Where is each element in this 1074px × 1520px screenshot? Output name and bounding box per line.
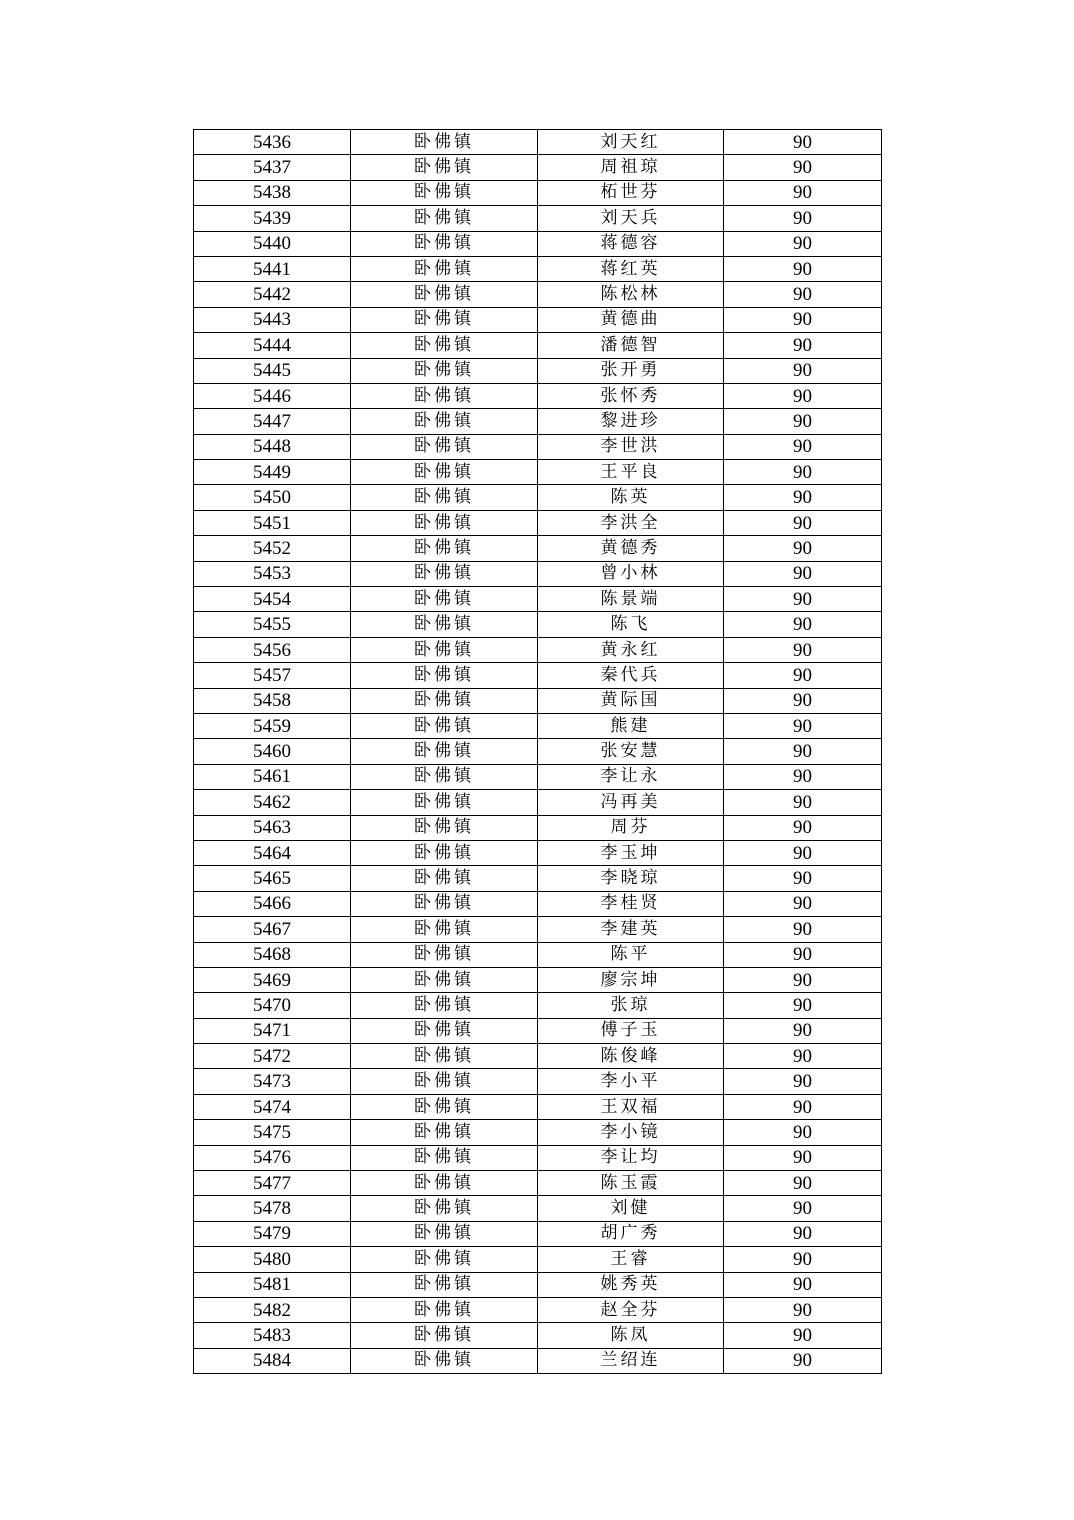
name-cell: 胡广秀 [538, 1221, 724, 1246]
row-number-cell: 5473 [194, 1069, 351, 1094]
row-number-cell: 5438 [194, 180, 351, 205]
row-number-cell: 5456 [194, 637, 351, 662]
row-number-cell: 5449 [194, 460, 351, 485]
table-row [194, 688, 882, 713]
row-number-cell: 5468 [194, 942, 351, 967]
town-cell: 卧佛镇 [351, 942, 538, 967]
amount-cell: 90 [724, 713, 882, 738]
town-cell: 卧佛镇 [351, 383, 538, 408]
town-cell: 卧佛镇 [351, 917, 538, 942]
amount-cell: 90 [724, 1221, 882, 1246]
amount-cell: 90 [724, 1094, 882, 1119]
town-cell: 卧佛镇 [351, 206, 538, 231]
town-cell: 卧佛镇 [351, 180, 538, 205]
amount-cell: 90 [724, 1145, 882, 1170]
amount-cell: 90 [724, 485, 882, 510]
town-cell: 卧佛镇 [351, 510, 538, 535]
row-number-cell: 5453 [194, 561, 351, 586]
name-cell: 周祖琼 [538, 155, 724, 180]
row-number-cell: 5461 [194, 764, 351, 789]
town-cell: 卧佛镇 [351, 333, 538, 358]
amount-cell: 90 [724, 612, 882, 637]
row-number-cell: 5477 [194, 1171, 351, 1196]
row-number-cell: 5448 [194, 434, 351, 459]
amount-cell: 90 [724, 155, 882, 180]
amount-cell: 90 [724, 688, 882, 713]
table-row [194, 840, 882, 865]
table-row [194, 1272, 882, 1297]
table-row [194, 231, 882, 256]
amount-cell: 90 [724, 206, 882, 231]
table-row [194, 155, 882, 180]
row-number-cell: 5462 [194, 790, 351, 815]
table-row [194, 1348, 882, 1373]
table-row [194, 510, 882, 535]
name-cell: 陈平 [538, 942, 724, 967]
row-number-cell: 5442 [194, 282, 351, 307]
amount-cell: 90 [724, 993, 882, 1018]
name-cell: 刘健 [538, 1196, 724, 1221]
amount-cell: 90 [724, 231, 882, 256]
table-row [194, 1145, 882, 1170]
amount-cell: 90 [724, 1196, 882, 1221]
town-cell: 卧佛镇 [351, 1094, 538, 1119]
town-cell: 卧佛镇 [351, 866, 538, 891]
row-number-cell: 5476 [194, 1145, 351, 1170]
table-row [194, 1297, 882, 1322]
table-row [194, 713, 882, 738]
name-cell: 李世洪 [538, 434, 724, 459]
town-cell: 卧佛镇 [351, 1069, 538, 1094]
table-row [194, 536, 882, 561]
name-cell: 曾小林 [538, 561, 724, 586]
row-number-cell: 5439 [194, 206, 351, 231]
table-row [194, 1018, 882, 1043]
table-row [194, 993, 882, 1018]
name-cell: 赵全芬 [538, 1297, 724, 1322]
name-cell: 黎进珍 [538, 409, 724, 434]
table-row [194, 358, 882, 383]
row-number-cell: 5483 [194, 1323, 351, 1348]
name-cell: 傅子玉 [538, 1018, 724, 1043]
table-row [194, 942, 882, 967]
amount-cell: 90 [724, 1272, 882, 1297]
row-number-cell: 5446 [194, 383, 351, 408]
name-cell: 陈松林 [538, 282, 724, 307]
amount-cell: 90 [724, 637, 882, 662]
amount-cell: 90 [724, 942, 882, 967]
table-row [194, 256, 882, 281]
amount-cell: 90 [724, 840, 882, 865]
table-row [194, 561, 882, 586]
amount-cell: 90 [724, 815, 882, 840]
amount-cell: 90 [724, 967, 882, 992]
name-cell: 潘德智 [538, 333, 724, 358]
amount-cell: 90 [724, 383, 882, 408]
row-number-cell: 5445 [194, 358, 351, 383]
name-cell: 刘天兵 [538, 206, 724, 231]
town-cell: 卧佛镇 [351, 434, 538, 459]
amount-cell: 90 [724, 256, 882, 281]
table-row [194, 815, 882, 840]
row-number-cell: 5440 [194, 231, 351, 256]
name-cell: 陈玉霞 [538, 1171, 724, 1196]
name-cell: 姚秀英 [538, 1272, 724, 1297]
town-cell: 卧佛镇 [351, 1221, 538, 1246]
row-number-cell: 5458 [194, 688, 351, 713]
amount-cell: 90 [724, 282, 882, 307]
row-number-cell: 5447 [194, 409, 351, 434]
town-cell: 卧佛镇 [351, 460, 538, 485]
row-number-cell: 5437 [194, 155, 351, 180]
row-number-cell: 5466 [194, 891, 351, 916]
roster-table-body [194, 130, 882, 1374]
table-row [194, 1171, 882, 1196]
town-cell: 卧佛镇 [351, 282, 538, 307]
town-cell: 卧佛镇 [351, 409, 538, 434]
row-number-cell: 5443 [194, 307, 351, 332]
name-cell: 陈英 [538, 485, 724, 510]
town-cell: 卧佛镇 [351, 612, 538, 637]
row-number-cell: 5482 [194, 1297, 351, 1322]
town-cell: 卧佛镇 [351, 130, 538, 155]
name-cell: 陈凤 [538, 1323, 724, 1348]
town-cell: 卧佛镇 [351, 815, 538, 840]
amount-cell: 90 [724, 1069, 882, 1094]
town-cell: 卧佛镇 [351, 155, 538, 180]
row-number-cell: 5471 [194, 1018, 351, 1043]
town-cell: 卧佛镇 [351, 485, 538, 510]
table-row [194, 891, 882, 916]
table-row [194, 409, 882, 434]
name-cell: 廖宗坤 [538, 967, 724, 992]
amount-cell: 90 [724, 536, 882, 561]
name-cell: 王双福 [538, 1094, 724, 1119]
town-cell: 卧佛镇 [351, 713, 538, 738]
row-number-cell: 5480 [194, 1247, 351, 1272]
table-row [194, 1094, 882, 1119]
amount-cell: 90 [724, 663, 882, 688]
row-number-cell: 5470 [194, 993, 351, 1018]
name-cell: 熊建 [538, 713, 724, 738]
table-row [194, 967, 882, 992]
roster-table [193, 129, 882, 1374]
name-cell: 李晓琼 [538, 866, 724, 891]
name-cell: 李小镜 [538, 1120, 724, 1145]
table-row [194, 434, 882, 459]
row-number-cell: 5457 [194, 663, 351, 688]
town-cell: 卧佛镇 [351, 1044, 538, 1069]
name-cell: 刘天红 [538, 130, 724, 155]
amount-cell: 90 [724, 510, 882, 535]
amount-cell: 90 [724, 790, 882, 815]
name-cell: 黄德曲 [538, 307, 724, 332]
name-cell: 张安慧 [538, 739, 724, 764]
row-number-cell: 5450 [194, 485, 351, 510]
amount-cell: 90 [724, 866, 882, 891]
table-row [194, 764, 882, 789]
name-cell: 李玉坤 [538, 840, 724, 865]
name-cell: 李建英 [538, 917, 724, 942]
town-cell: 卧佛镇 [351, 891, 538, 916]
table-row [194, 130, 882, 155]
row-number-cell: 5444 [194, 333, 351, 358]
table-row [194, 1323, 882, 1348]
table-row [194, 866, 882, 891]
town-cell: 卧佛镇 [351, 993, 538, 1018]
table-row [194, 1196, 882, 1221]
amount-cell: 90 [724, 891, 882, 916]
table-row [194, 307, 882, 332]
name-cell: 张开勇 [538, 358, 724, 383]
name-cell: 黄德秀 [538, 536, 724, 561]
table-row [194, 333, 882, 358]
table-row [194, 1044, 882, 1069]
row-number-cell: 5441 [194, 256, 351, 281]
amount-cell: 90 [724, 434, 882, 459]
row-number-cell: 5452 [194, 536, 351, 561]
table-row [194, 1069, 882, 1094]
name-cell: 黄际国 [538, 688, 724, 713]
name-cell: 兰绍连 [538, 1348, 724, 1373]
row-number-cell: 5469 [194, 967, 351, 992]
town-cell: 卧佛镇 [351, 1018, 538, 1043]
row-number-cell: 5451 [194, 510, 351, 535]
amount-cell: 90 [724, 739, 882, 764]
name-cell: 张怀秀 [538, 383, 724, 408]
row-number-cell: 5459 [194, 713, 351, 738]
table-row [194, 1221, 882, 1246]
town-cell: 卧佛镇 [351, 840, 538, 865]
table-row [194, 1247, 882, 1272]
table-row [194, 1120, 882, 1145]
town-cell: 卧佛镇 [351, 1120, 538, 1145]
amount-cell: 90 [724, 1247, 882, 1272]
town-cell: 卧佛镇 [351, 358, 538, 383]
name-cell: 柘世芬 [538, 180, 724, 205]
row-number-cell: 5463 [194, 815, 351, 840]
row-number-cell: 5478 [194, 1196, 351, 1221]
table-row [194, 637, 882, 662]
town-cell: 卧佛镇 [351, 790, 538, 815]
name-cell: 黄永红 [538, 637, 724, 662]
amount-cell: 90 [724, 917, 882, 942]
name-cell: 蒋德容 [538, 231, 724, 256]
amount-cell: 90 [724, 1297, 882, 1322]
name-cell: 陈景端 [538, 587, 724, 612]
row-number-cell: 5484 [194, 1348, 351, 1373]
row-number-cell: 5479 [194, 1221, 351, 1246]
town-cell: 卧佛镇 [351, 739, 538, 764]
row-number-cell: 5474 [194, 1094, 351, 1119]
town-cell: 卧佛镇 [351, 1145, 538, 1170]
town-cell: 卧佛镇 [351, 967, 538, 992]
amount-cell: 90 [724, 333, 882, 358]
table-row [194, 460, 882, 485]
town-cell: 卧佛镇 [351, 1348, 538, 1373]
town-cell: 卧佛镇 [351, 307, 538, 332]
town-cell: 卧佛镇 [351, 663, 538, 688]
amount-cell: 90 [724, 1323, 882, 1348]
name-cell: 王睿 [538, 1247, 724, 1272]
name-cell: 李洪全 [538, 510, 724, 535]
name-cell: 李让均 [538, 1145, 724, 1170]
row-number-cell: 5465 [194, 866, 351, 891]
town-cell: 卧佛镇 [351, 256, 538, 281]
amount-cell: 90 [724, 1018, 882, 1043]
table-row [194, 180, 882, 205]
name-cell: 蒋红英 [538, 256, 724, 281]
town-cell: 卧佛镇 [351, 1196, 538, 1221]
town-cell: 卧佛镇 [351, 231, 538, 256]
amount-cell: 90 [724, 561, 882, 586]
amount-cell: 90 [724, 1120, 882, 1145]
amount-cell: 90 [724, 1171, 882, 1196]
name-cell: 秦代兵 [538, 663, 724, 688]
amount-cell: 90 [724, 587, 882, 612]
amount-cell: 90 [724, 1044, 882, 1069]
row-number-cell: 5455 [194, 612, 351, 637]
row-number-cell: 5481 [194, 1272, 351, 1297]
amount-cell: 90 [724, 307, 882, 332]
name-cell: 王平良 [538, 460, 724, 485]
name-cell: 张琼 [538, 993, 724, 1018]
amount-cell: 90 [724, 358, 882, 383]
table-row [194, 739, 882, 764]
name-cell: 李桂贤 [538, 891, 724, 916]
name-cell: 李小平 [538, 1069, 724, 1094]
town-cell: 卧佛镇 [351, 1272, 538, 1297]
table-row [194, 206, 882, 231]
amount-cell: 90 [724, 764, 882, 789]
town-cell: 卧佛镇 [351, 1171, 538, 1196]
town-cell: 卧佛镇 [351, 536, 538, 561]
amount-cell: 90 [724, 130, 882, 155]
amount-cell: 90 [724, 409, 882, 434]
town-cell: 卧佛镇 [351, 1297, 538, 1322]
amount-cell: 90 [724, 1348, 882, 1373]
table-row [194, 485, 882, 510]
town-cell: 卧佛镇 [351, 1247, 538, 1272]
town-cell: 卧佛镇 [351, 688, 538, 713]
town-cell: 卧佛镇 [351, 587, 538, 612]
row-number-cell: 5460 [194, 739, 351, 764]
row-number-cell: 5454 [194, 587, 351, 612]
name-cell: 李让永 [538, 764, 724, 789]
table-row [194, 917, 882, 942]
name-cell: 陈飞 [538, 612, 724, 637]
row-number-cell: 5436 [194, 130, 351, 155]
amount-cell: 90 [724, 180, 882, 205]
town-cell: 卧佛镇 [351, 764, 538, 789]
table-row [194, 383, 882, 408]
name-cell: 周芬 [538, 815, 724, 840]
town-cell: 卧佛镇 [351, 637, 538, 662]
table-row [194, 790, 882, 815]
row-number-cell: 5475 [194, 1120, 351, 1145]
table-row [194, 663, 882, 688]
town-cell: 卧佛镇 [351, 1323, 538, 1348]
table-row [194, 612, 882, 637]
town-cell: 卧佛镇 [351, 561, 538, 586]
name-cell: 冯再美 [538, 790, 724, 815]
name-cell: 陈俊峰 [538, 1044, 724, 1069]
row-number-cell: 5472 [194, 1044, 351, 1069]
table-row [194, 587, 882, 612]
row-number-cell: 5467 [194, 917, 351, 942]
table-row [194, 282, 882, 307]
row-number-cell: 5464 [194, 840, 351, 865]
amount-cell: 90 [724, 460, 882, 485]
